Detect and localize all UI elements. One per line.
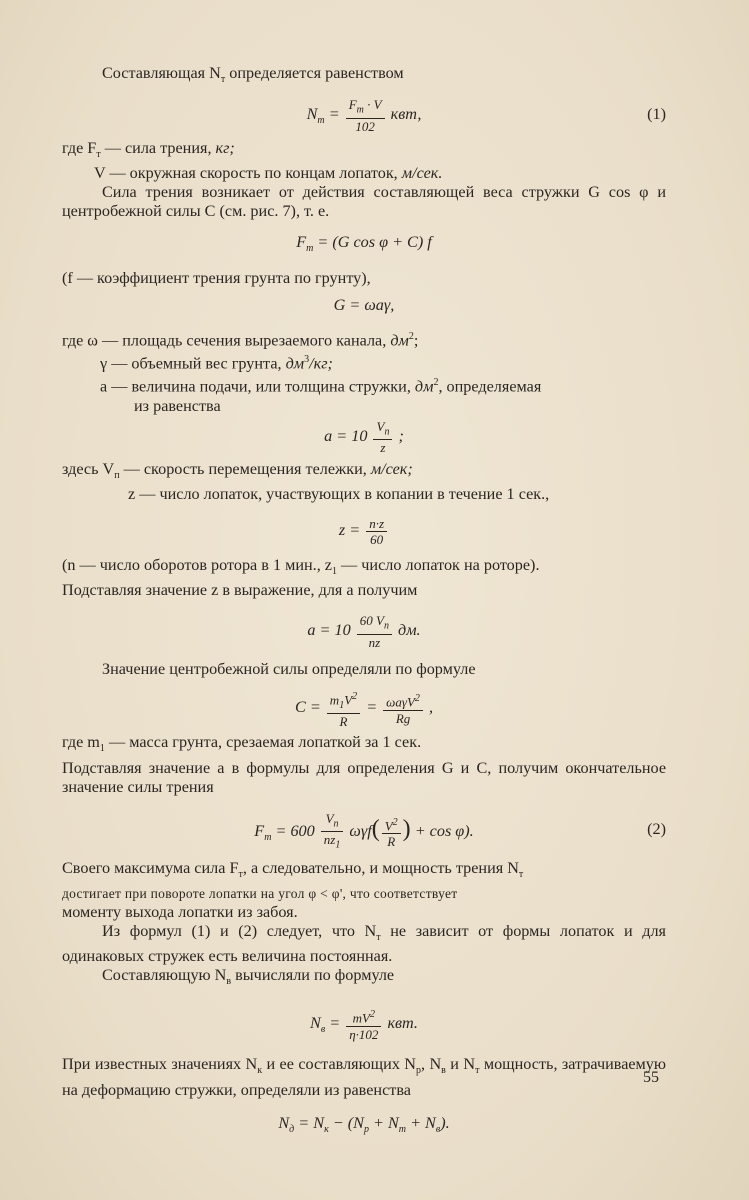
equation-number: (1)	[647, 105, 666, 124]
page-text	[62, 60, 666, 1139]
equation-1: $N_т$ = $\frac{F_т \cdot V}{102}$ квт, (1)	[306, 97, 666, 134]
paragraph: Подставляя значение a в формулы для определения G и C, получим окончательное значение силы трения	[62, 758, 666, 796]
paragraph: (n — число оборотов ротора в 1 мин., $z_1$ — число лопаток на роторе).	[62, 556, 540, 578]
equation-6: a = 10 $\frac{60 V_п}{nz}$ дм.	[307, 613, 421, 650]
paragraph: Из формул (1) и (2) следует, что $N_т$ не зависит от формы лопаток и для одинаковых стружек есть величина постоянная.	[62, 921, 666, 966]
definition-line: z — число лопаток, участвующих в копании в течение 1 сек.,	[128, 485, 550, 504]
equation-9: $N_в$ = $\frac{mV^2}{\eta\cdot 102}$ квт.	[310, 1009, 418, 1042]
paragraph: Сила трения возникает от действия составляющей веса стружки G cos φ и центробежной силы C (см. рис. 7), т. е.	[62, 183, 666, 221]
paragraph: Составляющая $N_т$ определяется равенством	[102, 64, 404, 86]
paragraph: где $m_1$ — масса грунта, срезаемая лопаткой за 1 сек.	[62, 733, 422, 755]
paragraph: достигает при повороте лопатки на угол φ < φ', что соответствует	[62, 885, 458, 901]
definition-line: V — окружная скорость по концам лопаток, м/сек.	[94, 164, 443, 183]
paragraph: Своего максимума сила $F_т$, а следовательно, и мощность трения $N_т$	[62, 858, 524, 880]
equation-10: $N_д = N_к - (N_р + N_т + N_в)$.	[278, 1113, 450, 1135]
equation-5: z = $\frac{n\cdot z}{60}$	[62, 510, 666, 550]
paragraph: моменту выхода лопатки из забоя.	[62, 902, 298, 921]
definition-line: здесь $V_п$ — скорость перемещения тележки, м/сек;	[62, 459, 413, 482]
equation-7: C = $\frac{m_1V^2}{R}$ = $\frac{\omega a\gamma V^2}{Rg}$ ,	[294, 690, 434, 729]
page-number: 55	[643, 1069, 659, 1086]
definition-line: из равенства	[134, 396, 221, 415]
equation-2: $F_т = (G$ cos φ + C) f	[296, 233, 432, 255]
definition-line: a — величина подачи, или толщина стружки, $дм^2$, определяемая	[100, 377, 542, 396]
definition-line: γ — объемный вес грунта, $дм^3/кг$;	[100, 354, 333, 373]
paragraph: Составляющую $N_в$ вычисляли по формуле	[102, 966, 395, 988]
equation-3: G = ωaγ,	[333, 295, 395, 314]
definition-line: где $F_т$ — сила трения, кг;	[62, 139, 235, 161]
paragraph: (f — коэффициент трения грунта по грунту),	[62, 268, 371, 287]
paragraph: Значение центробежной силы определяли по формуле	[102, 660, 476, 679]
definition-line: где ω — площадь сечения вырезаемого канала, $дм^2$;	[62, 330, 419, 350]
equation-4: a = 10 $\frac{V_п}{z}$ ;	[324, 418, 404, 456]
equation-number: (2)	[647, 819, 666, 838]
paragraph: При известных значениях $N_к$ и ее составляющих $N_р$, $N_в$ и $N_т$ мощность, затрачиваемую на деформацию стружки, определяли из равенства	[62, 1055, 666, 1099]
equation-8: $F_т = 600$ $\frac{V_п}{nz_1}$ ωγf( $\frac{V^2}{R}$ ) + cos φ). (2)	[62, 807, 666, 851]
paragraph: Подставляя значение z в выражение, для a получим	[62, 581, 418, 600]
